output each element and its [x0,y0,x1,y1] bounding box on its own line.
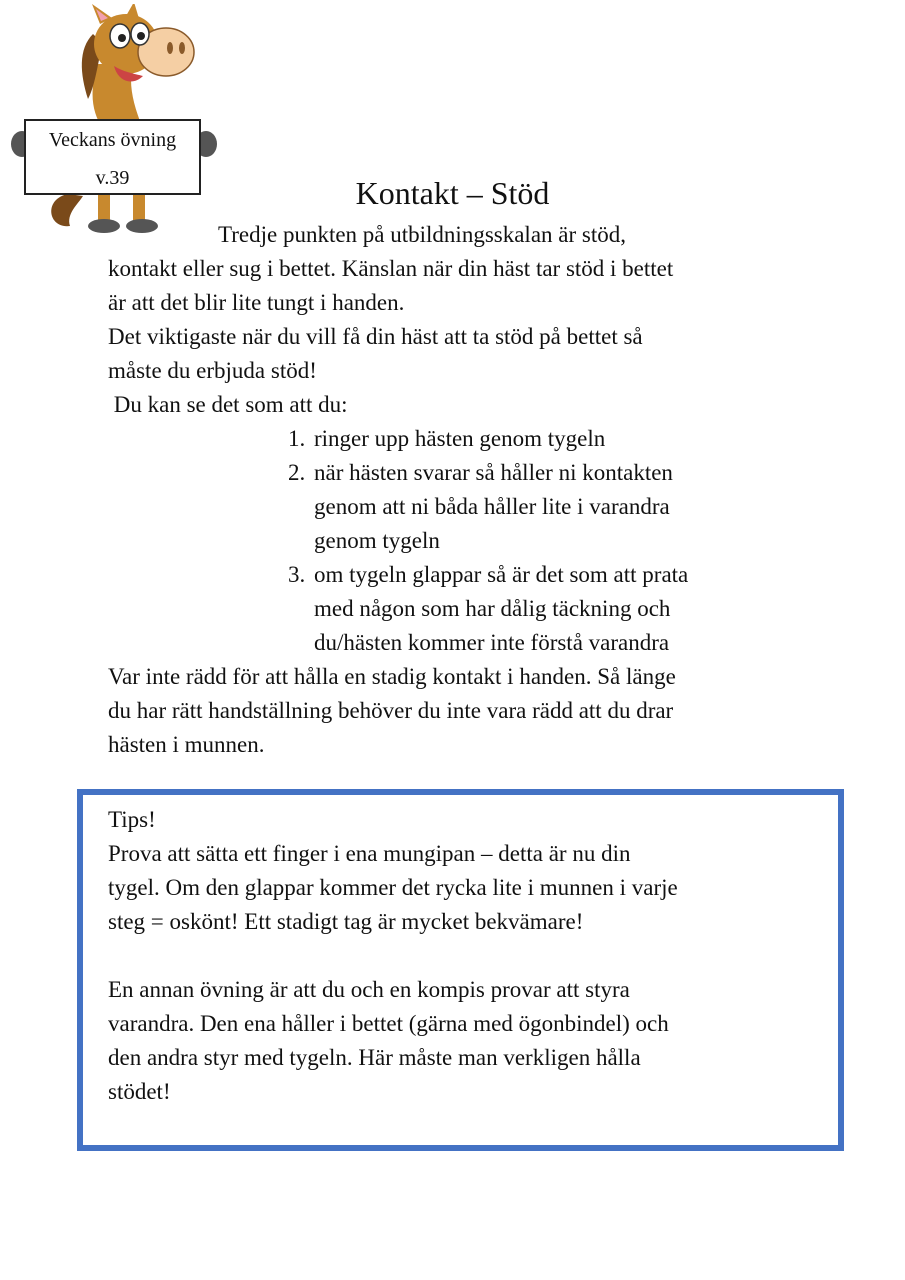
intro-line: måste du erbjuda stöd! [108,358,317,383]
tips-line: varandra. Den ena håller i bettet (gärna med ögonbindel) och [108,1011,669,1036]
list-item [288,456,828,558]
intro-line: Du kan se det som att du: [108,392,348,417]
list-number: 3. [288,562,306,587]
tips-line: Prova att sätta ett finger i ena mungipan – detta är nu din [108,841,631,866]
tips-line: tygel. Om den glappar kommer det rycka lite i munnen i varje [108,875,678,900]
list-line: med någon som har dålig täckning och [314,596,671,621]
outro-line: du har rätt handställning behöver du inte vara rädd att du drar [108,698,674,723]
tips-line: steg = oskönt! Ett stadigt tag är mycket bekvämare! [108,909,584,934]
numbered-list [108,422,828,660]
tips-content [108,803,808,1109]
list-line: du/hästen kommer inte förstå varandra [314,630,670,655]
list-number: 2. [288,460,306,485]
intro-line: kontakt eller sug i bettet. Känslan när din häst tar stöd i bettet [108,256,674,281]
paragraph-spacer [108,939,808,973]
tips-line: En annan övning är att du och en kompis provar att styra [108,977,630,1002]
list-item [288,422,828,456]
intro-line: Det viktigaste när du vill få din häst att ta stöd på bettet så [108,324,643,349]
list-line: när hästen svarar så håller ni kontakten [314,460,673,485]
list-line: om tygeln glappar så är det som att prata [314,562,689,587]
list-line: genom tygeln [314,528,440,553]
page-title [0,172,905,214]
intro-line: Tredje punkten på utbildningsskalan är stöd, [218,222,626,247]
main-text [108,218,828,762]
list-line: genom att ni båda håller lite i varandra [314,494,670,519]
outro-line: Var inte rädd för att hålla en stadig kontakt i handen. Så länge [108,664,676,689]
page-title-text: Kontakt – Stöd [355,175,550,211]
tips-line: den andra styr med tygeln. Här måste man verkligen hålla [108,1045,641,1070]
sign-week: v.39 [95,167,130,189]
sign-title: Veckans övning [48,129,177,151]
tips-heading: Tips! [108,807,156,832]
tips-line: stödet! [108,1079,171,1104]
list-line: ringer upp hästen genom tygeln [314,426,606,451]
tips-box [77,789,844,1151]
outro-line: hästen i munnen. [108,732,265,757]
intro-line: är att det blir lite tungt i handen. [108,290,405,315]
list-number: 1. [288,426,306,451]
list-item [288,558,828,660]
